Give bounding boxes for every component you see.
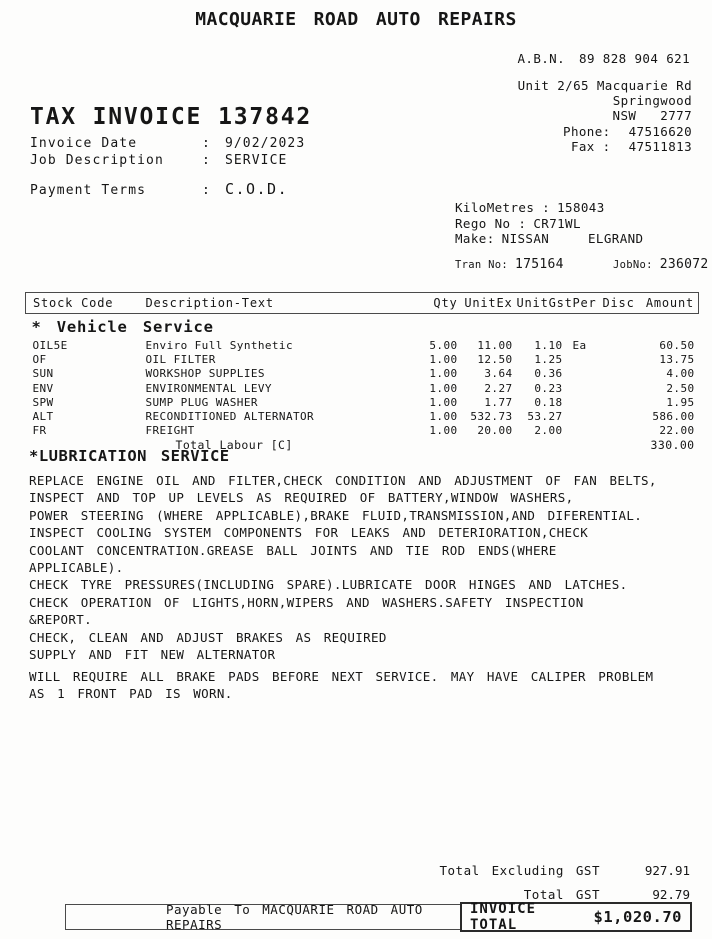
header-disc: Disc	[603, 293, 633, 314]
tran-label: Tran No:	[455, 259, 508, 271]
header-qty: Qty	[418, 293, 462, 314]
cell-disc	[603, 396, 633, 410]
payment-terms-label: Payment Terms	[30, 183, 147, 198]
invoice-total-label: INVOICE TOTAL	[470, 901, 537, 933]
notes-heading: *LUBRICATION SERVICE	[29, 447, 230, 465]
section-title: * Vehicle Service	[31, 318, 214, 336]
address-line2: Springwood	[612, 93, 692, 109]
abn-label: A.B.N.	[517, 51, 566, 66]
invoice-date-row	[30, 136, 312, 153]
cell-per: Ea	[572, 339, 587, 352]
cell-desc: Enviro Full Synthetic	[145, 339, 293, 352]
kilometres-value: 158043	[557, 200, 605, 215]
section-row	[26, 314, 699, 340]
cell-stock: SPW	[32, 395, 54, 409]
cell-per	[567, 410, 603, 424]
cell-amount: 22.00	[659, 424, 695, 438]
note-line: CHECK, CLEAN AND ADJUST BRAKES AS REQUIRED	[29, 629, 387, 645]
cell-stock: OIL5E	[32, 339, 68, 352]
header-unitgst: UnitGst	[517, 293, 567, 314]
payable-to-box	[65, 904, 460, 930]
phone-line	[518, 124, 692, 139]
cell-disc	[603, 367, 633, 381]
cell-disc	[603, 382, 633, 396]
note-line: CHECK TYRE PRESSURES(INCLUDING SPARE).LUBRICATE DOOR HINGES AND LATCHES.	[29, 577, 628, 593]
cell-qty: 5.00	[429, 339, 458, 352]
cell-per	[567, 424, 603, 438]
cell-amount: 4.00	[666, 367, 695, 381]
fax-line	[518, 139, 692, 154]
abn-value: 89 828 904 621	[579, 51, 690, 66]
invoice-number: 137842	[218, 104, 313, 130]
invoice-date-label: Invoice Date	[30, 136, 138, 151]
cell-unitex: 12.50	[477, 353, 513, 367]
cell-qty: 1.00	[429, 424, 458, 438]
cell-desc: ENVIRONMENTAL LEVY	[145, 381, 272, 395]
total-labour-label: Total Labour [C]	[175, 438, 293, 453]
jobno-label: JobNo:	[613, 259, 653, 271]
cell-stock: ALT	[32, 410, 54, 424]
cell-stock: SUN	[32, 367, 54, 381]
table-row	[26, 353, 699, 367]
service-notes	[29, 447, 689, 663]
cell-amount: 2.50	[666, 381, 695, 395]
cell-unitex: 1.77	[484, 395, 513, 409]
kilometres-line	[455, 200, 605, 216]
table-header-row	[26, 293, 699, 314]
cell-desc: FREIGHT	[145, 424, 195, 438]
rego-line	[455, 216, 605, 232]
cell-per	[567, 353, 603, 367]
cell-per	[567, 367, 603, 381]
rego-value: CR71WL	[533, 215, 581, 231]
vehicle-block	[455, 200, 644, 247]
cell-desc: RECONDITIONED ALTERNATOR	[145, 410, 315, 424]
note-line: COOLANT CONCENTRATION.GREASE BALL JOINTS AND TIE ROD ENDS(WHERE	[29, 542, 557, 558]
note-line: WILL REQUIRE ALL BRAKE PADS BEFORE NEXT SERVICE. MAY HAVE CALIPER PROBLEM	[29, 669, 654, 684]
fax-value: 47511813	[628, 138, 692, 154]
cell-stock: ENV	[32, 381, 54, 395]
cell-qty: 1.00	[429, 353, 458, 367]
cell-amount: 586.00	[652, 410, 695, 424]
note-line: POWER STEERING (WHERE APPLICABLE),BRAKE FLUID,TRANSMISSION,AND DIFERENTIAL.	[29, 507, 643, 523]
phone-label: Phone:	[563, 123, 611, 139]
make-line	[455, 231, 644, 247]
header-stock-code: Stock Code	[26, 293, 146, 314]
note-line: REPLACE ENGINE OIL AND FILTER,CHECK CONDITION AND ADJUSTMENT OF FAN BELTS,	[29, 473, 657, 488]
job-description-value: SERVICE	[224, 152, 288, 168]
address-postcode: 2777	[660, 108, 692, 124]
job-description-label: Job Description	[30, 152, 164, 168]
cell-unitex: 11.00	[477, 339, 513, 352]
abn-line	[517, 51, 690, 66]
total-labour-amount: 330.00	[650, 438, 695, 453]
total-excluding-gst-row	[440, 859, 691, 883]
header-amount: Amount	[633, 293, 699, 314]
note-line: INSPECT COOLING SYSTEM COMPONENTS FOR LEAKS AND DETERIORATION,CHECK	[29, 525, 589, 541]
table-row	[26, 382, 699, 396]
cell-unitex: 2.27	[484, 381, 513, 395]
cell-desc: SUMP PLUG WASHER	[145, 395, 258, 409]
total-gst-label: Total GST	[523, 887, 600, 902]
cell-unitgst: 2.00	[534, 424, 563, 438]
phone-value: 47516620	[628, 123, 692, 139]
header-per: Per	[567, 293, 603, 314]
company-address	[518, 78, 692, 154]
note-line: AS 1 FRONT PAD IS WORN.	[29, 686, 233, 702]
cell-disc	[603, 339, 633, 353]
cell-unitgst: 53.27	[527, 410, 563, 424]
note-line: CHECK OPERATION OF LIGHTS,HORN,WIPERS AND WASHERS.SAFETY INSPECTION	[29, 594, 584, 610]
note-line: &REPORT.	[29, 612, 93, 628]
table-row	[26, 424, 699, 438]
address-state: NSW	[612, 108, 637, 124]
make-label: Make:	[455, 231, 495, 247]
colon: :	[202, 183, 211, 198]
address-line3	[518, 108, 692, 123]
note-line: APPLICABLE).	[29, 560, 124, 576]
cell-desc: WORKSHOP SUPPLIES	[145, 367, 265, 381]
invoice-date-value: 9/02/2023	[224, 136, 306, 151]
kilometres-label: KiloMetres :	[455, 200, 551, 215]
cell-stock: OF	[32, 353, 47, 367]
cell-qty: 1.00	[429, 395, 458, 409]
cell-disc	[603, 424, 633, 438]
cell-amount: 1.95	[666, 395, 695, 409]
colon: :	[202, 152, 211, 168]
company-name: MACQUARIE ROAD AUTO REPAIRS	[195, 9, 517, 30]
payment-terms-value: C.O.D.	[224, 180, 289, 198]
header-description: Description-Text	[146, 293, 418, 314]
cell-unitgst: 1.25	[534, 353, 563, 367]
job-description-row	[30, 153, 312, 170]
invoice-total-box	[460, 902, 692, 932]
invoice-header-block	[30, 104, 312, 200]
cell-qty: 1.00	[429, 381, 458, 395]
table-row	[26, 367, 699, 381]
invoice-total-bar	[65, 901, 692, 933]
address-line1: Unit 2/65 Macquarie Rd	[517, 78, 692, 93]
invoice-title: TAX INVOICE	[30, 104, 203, 130]
cell-per	[567, 382, 603, 396]
header-unitex: UnitEx	[462, 293, 517, 314]
tran-value: 175164	[514, 257, 564, 272]
model-value: ELGRAND	[588, 231, 644, 247]
cell-qty: 1.00	[429, 367, 458, 381]
note-line: SUPPLY AND FIT NEW ALTERNATOR	[29, 647, 276, 663]
tran-job-line	[455, 257, 709, 272]
cell-disc	[603, 410, 633, 424]
cell-unitgst: 1.10	[534, 339, 563, 352]
notes-body	[29, 472, 689, 663]
invoice-total-value: $1,020.70	[593, 908, 682, 926]
total-excluding-gst-value: 927.91	[644, 863, 690, 878]
note-line: INSPECT AND TOP UP LEVELS AS REQUIRED OF BATTERY,WINDOW WASHERS,	[29, 490, 574, 506]
rego-label: Rego No :	[455, 215, 527, 231]
line-items-table	[25, 292, 699, 453]
invoice-meta	[30, 136, 312, 200]
make-value: NISSAN	[501, 231, 550, 247]
payable-to-label: Payable To MACQUARIE ROAD AUTO REPAIRS	[166, 902, 423, 932]
cell-qty: 1.00	[429, 410, 458, 424]
cell-desc: OIL FILTER	[145, 353, 216, 367]
table-row	[26, 339, 699, 353]
cell-unitgst: 0.18	[534, 395, 563, 409]
cell-unitgst: 0.23	[534, 381, 563, 395]
payment-terms-row	[30, 181, 312, 200]
cell-unitex: 3.64	[484, 367, 513, 381]
advisory-notes	[29, 668, 689, 703]
fax-label: Fax :	[570, 138, 611, 154]
total-excluding-gst-label: Total Excluding GST	[439, 863, 600, 878]
table-row	[26, 396, 699, 410]
cell-unitex: 532.73	[470, 410, 513, 424]
cell-per	[567, 396, 603, 410]
cell-amount: 60.50	[659, 339, 695, 352]
cell-unitex: 20.00	[477, 424, 513, 438]
jobno-value: 236072	[659, 257, 709, 272]
colon: :	[202, 136, 211, 151]
jobno-group	[613, 257, 709, 272]
cell-stock: FR	[32, 424, 47, 438]
invoice-title-line	[30, 104, 312, 130]
total-gst-value: 92.79	[652, 887, 690, 902]
totals-block	[440, 859, 691, 907]
cell-amount: 13.75	[659, 353, 695, 367]
cell-unitgst: 0.36	[534, 367, 563, 381]
cell-disc	[603, 353, 633, 367]
table-row	[26, 410, 699, 424]
